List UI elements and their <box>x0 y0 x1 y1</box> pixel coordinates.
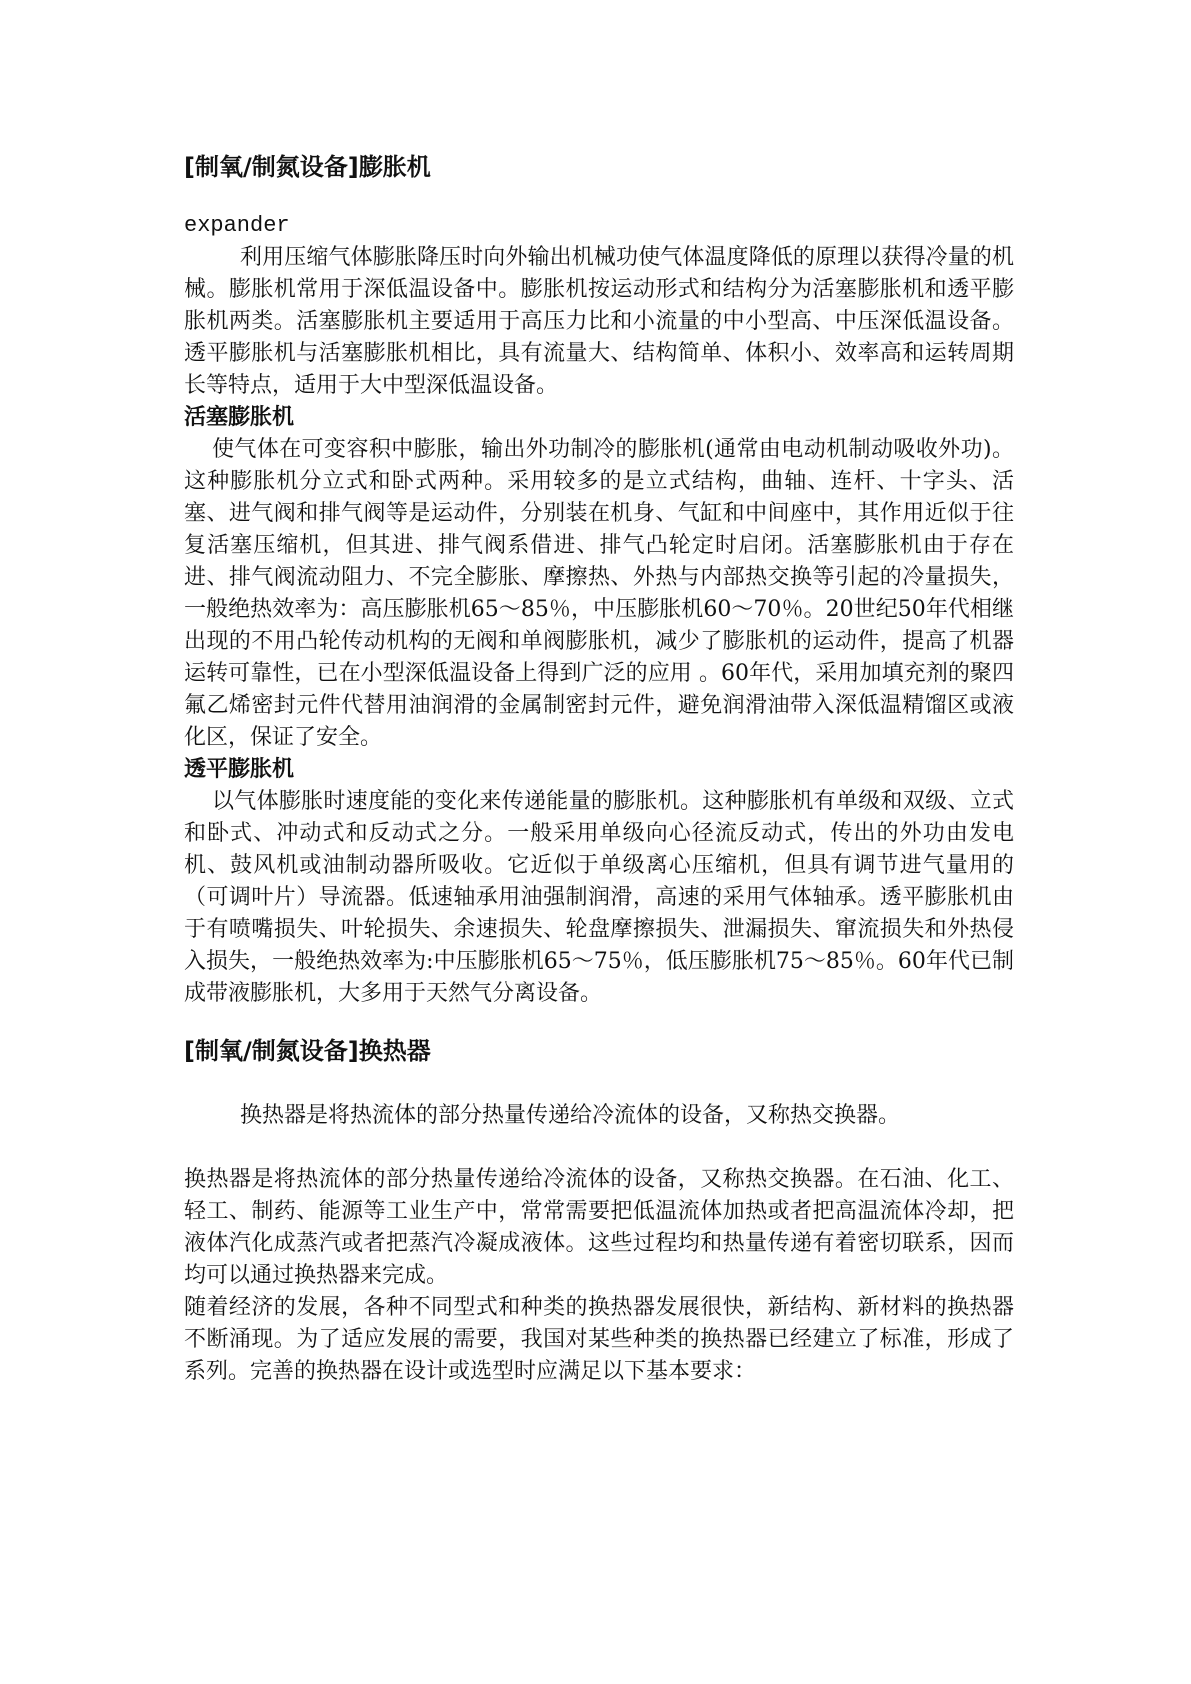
spacer <box>184 1010 1014 1034</box>
english-term: expander <box>184 213 290 238</box>
section-title-heat-exchanger: [制氧/制氮设备]换热器 <box>184 1037 431 1065</box>
piston-expander-paragraph: 使气体在可变容积中膨胀，输出外功制冷的膨胀机(通常由电动机制动吸收外功)。这种膨胀机分立式和卧式两种。采用较多的是立式结构，曲轴、连杆、十字头、活塞、进气阀和排气阀等是运动件，分别装在机身、气缸和中间座中，其作用近似于往复活塞压缩机，但其进、排气阀系借进、排气凸轮定时启闭。活塞膨胀机由于存在进、排气阀流动阻力、不完全膨胀、摩擦热、外热与内部热交换等引起的冷量损失，一般绝热效率为：高压膨胀机65～85％，中压膨胀机60～70％。20世纪50年代相继出现的不用凸轮传动机构的无阀和单阀膨胀机，减少了膨胀机的运动件，提高了机器运转可靠性，已在小型深低温设备上得到广泛的应用 。60年代，采用加填充剂的聚四氟乙烯密封元件代替用油润滑的金属制密封元件，避免润滑油带入深低温精馏区或液化区，保证了安全。 <box>184 437 1014 750</box>
section-title-expander: [制氧/制氮设备]膨胀机 <box>184 153 431 181</box>
turbo-expander-paragraph: 以气体膨胀时速度能的变化来传递能量的膨胀机。这种膨胀机有单级和双级、立式和卧式、冲动式和反动式之分。一般采用单级向心径流反动式，传出的外功由发电机、鼓风机或油制动器所吸收。它近似于单级离心压缩机，但具有调节进气量用的（可调叶片）导流器。低速轴承用油强制润滑，高速的采用气体轴承。透平膨胀机由于有喷嘴损失、叶轮损失、余速损失、轮盘摩擦损失、泄漏损失、窜流损失和外热侵入损失，一般绝热效率为:中压膨胀机65～75％，低压膨胀机75～85％。60年代已制成带液膨胀机，大多用于天然气分离设备。 <box>184 789 1014 1006</box>
subheading-piston-expander: 活塞膨胀机 <box>184 405 295 430</box>
spacer <box>184 1068 1014 1100</box>
document-page <box>184 150 1014 1388</box>
heat-exchanger-paragraph-1: 换热器是将热流体的部分热量传递给冷流体的设备，又称热交换器。在石油、化工、轻工、制药、能源等工业生产中，常常需要把低温流体加热或者把高温流体冷却，把液体汽化成蒸汽或者把蒸汽冷凝成液体。这些过程均和热量传递有着密切联系，因而均可以通过换热器来完成。 <box>184 1167 1014 1288</box>
expander-intro-paragraph: 利用压缩气体膨胀降压时向外输出机械功使气体温度降低的原理以获得冷量的机械。膨胀机常用于深低温设备中。膨胀机按运动形式和结构分为活塞膨胀机和透平膨胀机两类。活塞膨胀机主要适用于高压力比和小流量的中小型高、中压深低温设备。透平膨胀机与活塞膨胀机相比，具有流量大、结构简单、体积小、效率高和运转周期长等特点，适用于大中型深低温设备。 <box>184 245 1014 398</box>
heat-exchanger-definition: 换热器是将热流体的部分热量传递给冷流体的设备，又称热交换器。 <box>240 1103 901 1128</box>
subheading-turbo-expander: 透平膨胀机 <box>184 757 295 782</box>
spacer <box>184 1132 1014 1164</box>
heat-exchanger-paragraph-2: 随着经济的发展，各种不同型式和种类的换热器发展很快，新结构、新材料的换热器不断涌现。为了适应发展的需要，我国对某些种类的换热器已经建立了标准，形成了系列。完善的换热器在设计或选型时应满足以下基本要求： <box>184 1295 1014 1384</box>
